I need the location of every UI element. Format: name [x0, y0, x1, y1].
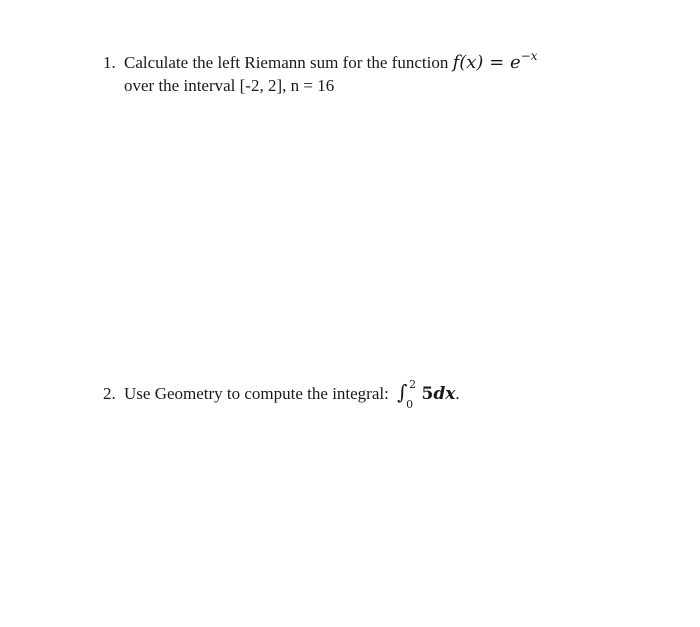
problem-1-line-2: over the interval [-2, 2], n = 16	[124, 76, 335, 95]
function-lhs: f(x)	[452, 52, 484, 73]
integrand-coefficient: 5	[421, 384, 434, 404]
integral-lower-limit: 0	[406, 398, 414, 411]
problem-1-number: 1.	[103, 53, 116, 72]
problem-2-text: Use Geometry to compute the integral:	[124, 384, 389, 403]
function-expression	[452, 49, 538, 73]
integral-expression	[397, 378, 417, 411]
problem-2-number: 2.	[103, 384, 116, 403]
integrand	[422, 384, 456, 404]
problem-1	[103, 49, 538, 96]
problem-1-text: Calculate the left Riemann sum for the function	[124, 53, 449, 72]
function-exponent: −x	[520, 49, 538, 63]
integral-sign: ∫	[397, 380, 408, 404]
problem-1-line-1	[103, 49, 538, 75]
problem-2	[103, 378, 460, 411]
integrand-differential: dx	[433, 384, 456, 404]
problem-2-period: .	[455, 384, 460, 403]
integral-upper-limit: 2	[409, 378, 417, 391]
function-equals: =	[489, 52, 505, 73]
function-base: e	[510, 52, 521, 73]
